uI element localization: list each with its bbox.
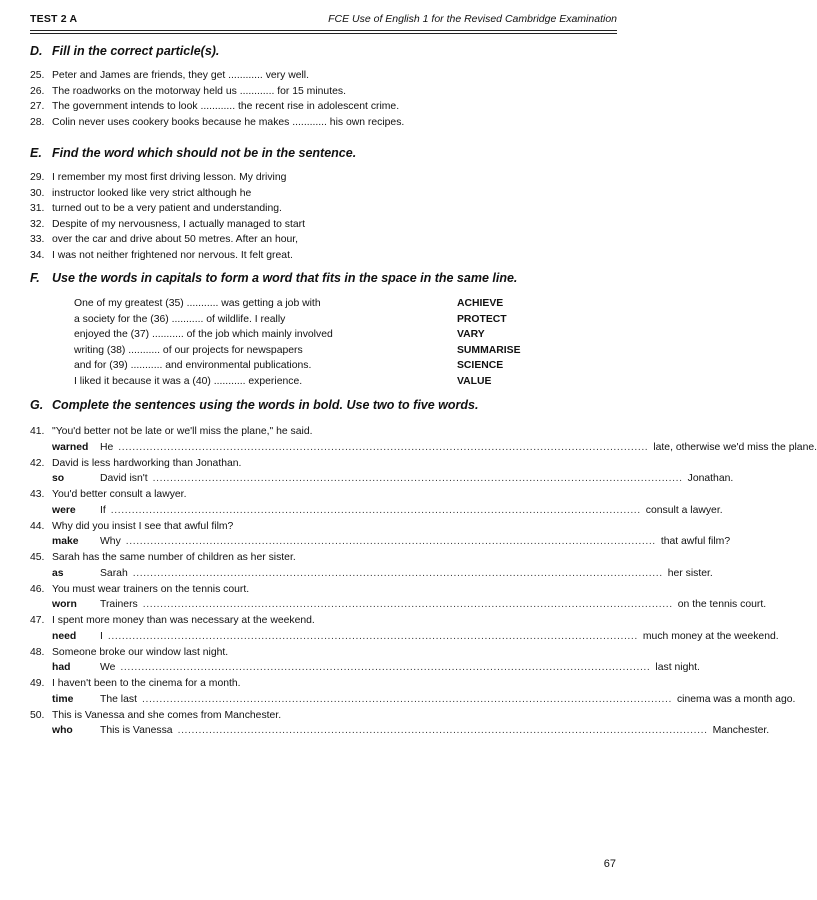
item-number: 33. bbox=[30, 234, 45, 246]
answer-start: Why bbox=[100, 536, 121, 548]
item-text: Peter and James are friends, they get ............ very well. bbox=[52, 70, 309, 81]
item-number: 50. bbox=[30, 709, 45, 721]
transformation-item bbox=[30, 487, 723, 519]
answer-blank[interactable]: ........................................................................................................................................................ bbox=[152, 473, 683, 485]
passage-line: enjoyed the (37) ........... of the job which mainly involved bbox=[74, 329, 333, 341]
answer-line bbox=[100, 566, 713, 582]
item-number: 27. bbox=[30, 101, 45, 113]
section-g-heading bbox=[30, 398, 478, 412]
section-e-letter: E. bbox=[30, 146, 42, 160]
answer-start: If bbox=[100, 504, 106, 516]
answer-line bbox=[100, 660, 700, 676]
list-item bbox=[30, 186, 305, 202]
item-number: 29. bbox=[30, 172, 45, 183]
section-g-title: Complete the sentences using the words in bold. Use two to five words. bbox=[52, 398, 479, 412]
answer-start: Trainers bbox=[100, 599, 138, 611]
answer-start: David isn't bbox=[100, 473, 148, 485]
answer-line bbox=[100, 597, 767, 613]
answer-start: I bbox=[100, 630, 103, 642]
item-number: 31. bbox=[30, 203, 45, 215]
answer-end: cinema was a month ago. bbox=[676, 693, 796, 705]
capital-word: SCIENCE bbox=[457, 360, 504, 372]
key-word: who bbox=[52, 725, 73, 737]
passage-line: a society for the (36) ........... of wildlife. I really bbox=[74, 313, 286, 325]
answer-line bbox=[100, 471, 734, 487]
original-sentence: "You'd better not be late or we'll miss the plane," he said. bbox=[52, 426, 313, 437]
original-sentence: Someone broke our window last night. bbox=[52, 646, 229, 658]
original-sentence: David is less hardworking than Jonathan. bbox=[52, 457, 242, 469]
key-word: were bbox=[52, 504, 76, 516]
transformation-item bbox=[30, 456, 734, 488]
transformation-item bbox=[30, 676, 796, 708]
answer-blank[interactable]: ........................................................................................................................................................ bbox=[142, 599, 673, 611]
item-text: instructor looked like very strict although he bbox=[52, 187, 252, 199]
answer-end: that awful film? bbox=[660, 536, 731, 548]
list-item bbox=[30, 170, 305, 186]
page-header bbox=[30, 8, 617, 30]
test-label: TEST 2 A bbox=[30, 13, 78, 25]
transformation-item bbox=[30, 613, 779, 645]
list-item bbox=[30, 99, 404, 115]
section-e-heading bbox=[30, 146, 356, 160]
answer-line bbox=[100, 692, 796, 708]
list-item bbox=[30, 217, 305, 233]
answer-end: Manchester. bbox=[712, 725, 770, 737]
answer-start: The last bbox=[100, 693, 137, 705]
answer-line bbox=[100, 723, 770, 739]
answer-blank[interactable]: ........................................................................................................................................................ bbox=[141, 693, 672, 705]
item-number: 43. bbox=[30, 489, 45, 500]
key-word: had bbox=[52, 662, 71, 674]
item-number: 28. bbox=[30, 116, 45, 128]
item-text: turned out to be a very patient and understanding. bbox=[52, 203, 282, 215]
passage-line: One of my greatest (35) ........... was getting a job with bbox=[74, 298, 321, 309]
answer-blank[interactable]: ........................................................................................................................................................ bbox=[177, 725, 708, 737]
list-item bbox=[30, 248, 305, 264]
section-d-letter: D. bbox=[30, 44, 43, 58]
item-number: 47. bbox=[30, 615, 45, 626]
list-item bbox=[30, 115, 404, 131]
key-word: as bbox=[52, 567, 64, 579]
transformation-item bbox=[30, 645, 700, 677]
answer-line bbox=[100, 503, 723, 519]
item-number: 41. bbox=[30, 426, 45, 437]
list-item bbox=[30, 68, 404, 84]
original-sentence: This is Vanessa and she comes from Manchester. bbox=[52, 709, 282, 721]
original-sentence: Sarah has the same number of children as her sister. bbox=[52, 552, 296, 563]
key-word: worn bbox=[52, 599, 77, 611]
item-number: 48. bbox=[30, 646, 45, 658]
capital-word: ACHIEVE bbox=[457, 298, 504, 309]
original-sentence: I haven't been to the cinema for a month. bbox=[52, 678, 241, 689]
answer-end: consult a lawyer. bbox=[645, 504, 723, 516]
key-word: time bbox=[52, 693, 74, 705]
capital-word: VALUE bbox=[457, 375, 492, 387]
answer-blank[interactable]: ........................................................................................................................................................ bbox=[118, 441, 649, 453]
section-e-list bbox=[30, 170, 305, 264]
answer-end: Jonathan. bbox=[687, 473, 734, 485]
item-text: Colin never uses cookery books because he makes ............ his own recipes. bbox=[52, 116, 405, 128]
passage-line: and for (39) ........... and environmental publications. bbox=[74, 360, 312, 372]
header-rule-top bbox=[30, 30, 617, 31]
item-text: Despite of my nervousness, I actually managed to start bbox=[52, 218, 305, 230]
section-f-heading bbox=[30, 271, 517, 285]
list-item bbox=[30, 84, 404, 100]
item-text: over the car and drive about 50 metres. After an hour, bbox=[52, 234, 299, 246]
item-text: I remember my most first driving lesson. My driving bbox=[52, 172, 287, 183]
answer-line bbox=[100, 534, 731, 550]
answer-start: We bbox=[100, 662, 116, 674]
original-sentence: You must wear trainers on the tennis court. bbox=[52, 583, 250, 595]
answer-end: much money at the weekend. bbox=[642, 630, 779, 642]
key-word: so bbox=[52, 473, 65, 485]
key-word: make bbox=[52, 536, 79, 548]
item-number: 44. bbox=[30, 520, 45, 532]
passage-line: writing (38) ........... of our projects for newspapers bbox=[74, 344, 303, 356]
list-item bbox=[30, 201, 305, 217]
answer-end: last night. bbox=[655, 662, 700, 674]
book-title: FCE Use of English 1 for the Revised Cambridge Examination bbox=[328, 13, 617, 25]
answer-start: Sarah bbox=[100, 567, 128, 579]
item-number: 32. bbox=[30, 218, 45, 230]
answer-end: late, otherwise we'd miss the plane. bbox=[653, 441, 817, 453]
passage-line: I liked it because it was a (40) ........... experience. bbox=[74, 375, 303, 387]
original-sentence: You'd better consult a lawyer. bbox=[52, 489, 187, 500]
answer-blank[interactable]: ........................................................................................................................................................ bbox=[125, 536, 656, 548]
section-g-list bbox=[30, 424, 817, 739]
section-e-title: Find the word which should not be in the sentence. bbox=[52, 146, 357, 160]
item-number: 42. bbox=[30, 457, 45, 469]
original-sentence: Why did you insist I see that awful film? bbox=[52, 520, 234, 532]
answer-blank[interactable]: ........................................................................................................................................................ bbox=[107, 630, 638, 642]
answer-line bbox=[100, 440, 817, 456]
header-rule-bottom bbox=[30, 33, 617, 34]
transformation-item bbox=[30, 582, 767, 614]
item-number: 46. bbox=[30, 583, 45, 595]
original-sentence: I spent more money than was necessary at the weekend. bbox=[52, 615, 315, 626]
item-number: 34. bbox=[30, 249, 45, 261]
answer-blank[interactable]: ........................................................................................................................................................ bbox=[120, 662, 651, 674]
transformation-item bbox=[30, 519, 731, 551]
transformation-item bbox=[30, 550, 713, 582]
item-text: I was not neither frightened nor nervous. It felt great. bbox=[52, 249, 293, 261]
answer-start: He bbox=[100, 441, 114, 453]
transformation-item bbox=[30, 424, 817, 456]
item-number: 45. bbox=[30, 552, 45, 563]
answer-blank[interactable]: ........................................................................................................................................................ bbox=[132, 567, 663, 579]
item-number: 30. bbox=[30, 187, 45, 199]
transformation-item bbox=[30, 708, 770, 740]
section-f-passage bbox=[74, 296, 333, 390]
answer-start: This is Vanessa bbox=[100, 725, 173, 737]
section-f-title: Use the words in capitals to form a word that fits in the space in the same line. bbox=[52, 271, 518, 285]
key-word: warned bbox=[52, 441, 89, 453]
section-d-title: Fill in the correct particle(s). bbox=[52, 44, 220, 58]
list-item bbox=[30, 232, 305, 248]
item-text: The roadworks on the motorway held us ............ for 15 minutes. bbox=[52, 85, 346, 97]
answer-blank[interactable]: ........................................................................................................................................................ bbox=[110, 504, 641, 516]
capital-word: VARY bbox=[457, 329, 485, 341]
key-word: need bbox=[52, 630, 77, 642]
answer-end: on the tennis court. bbox=[677, 599, 767, 611]
item-number: 26. bbox=[30, 85, 45, 97]
section-d-heading bbox=[30, 44, 219, 58]
capital-word: SUMMARISE bbox=[457, 344, 521, 356]
section-g-letter: G. bbox=[30, 398, 44, 412]
capital-word: PROTECT bbox=[457, 313, 507, 325]
section-f-capital-words bbox=[457, 296, 521, 390]
section-d-list bbox=[30, 68, 404, 130]
answer-end: her sister. bbox=[667, 567, 713, 579]
item-number: 49. bbox=[30, 678, 45, 689]
page-number: 67 bbox=[603, 858, 616, 870]
item-text: The government intends to look ............ the recent rise in adolescent crime. bbox=[52, 101, 400, 113]
answer-line bbox=[100, 629, 779, 645]
item-number: 25. bbox=[30, 70, 45, 81]
section-f-letter: F. bbox=[30, 271, 40, 285]
